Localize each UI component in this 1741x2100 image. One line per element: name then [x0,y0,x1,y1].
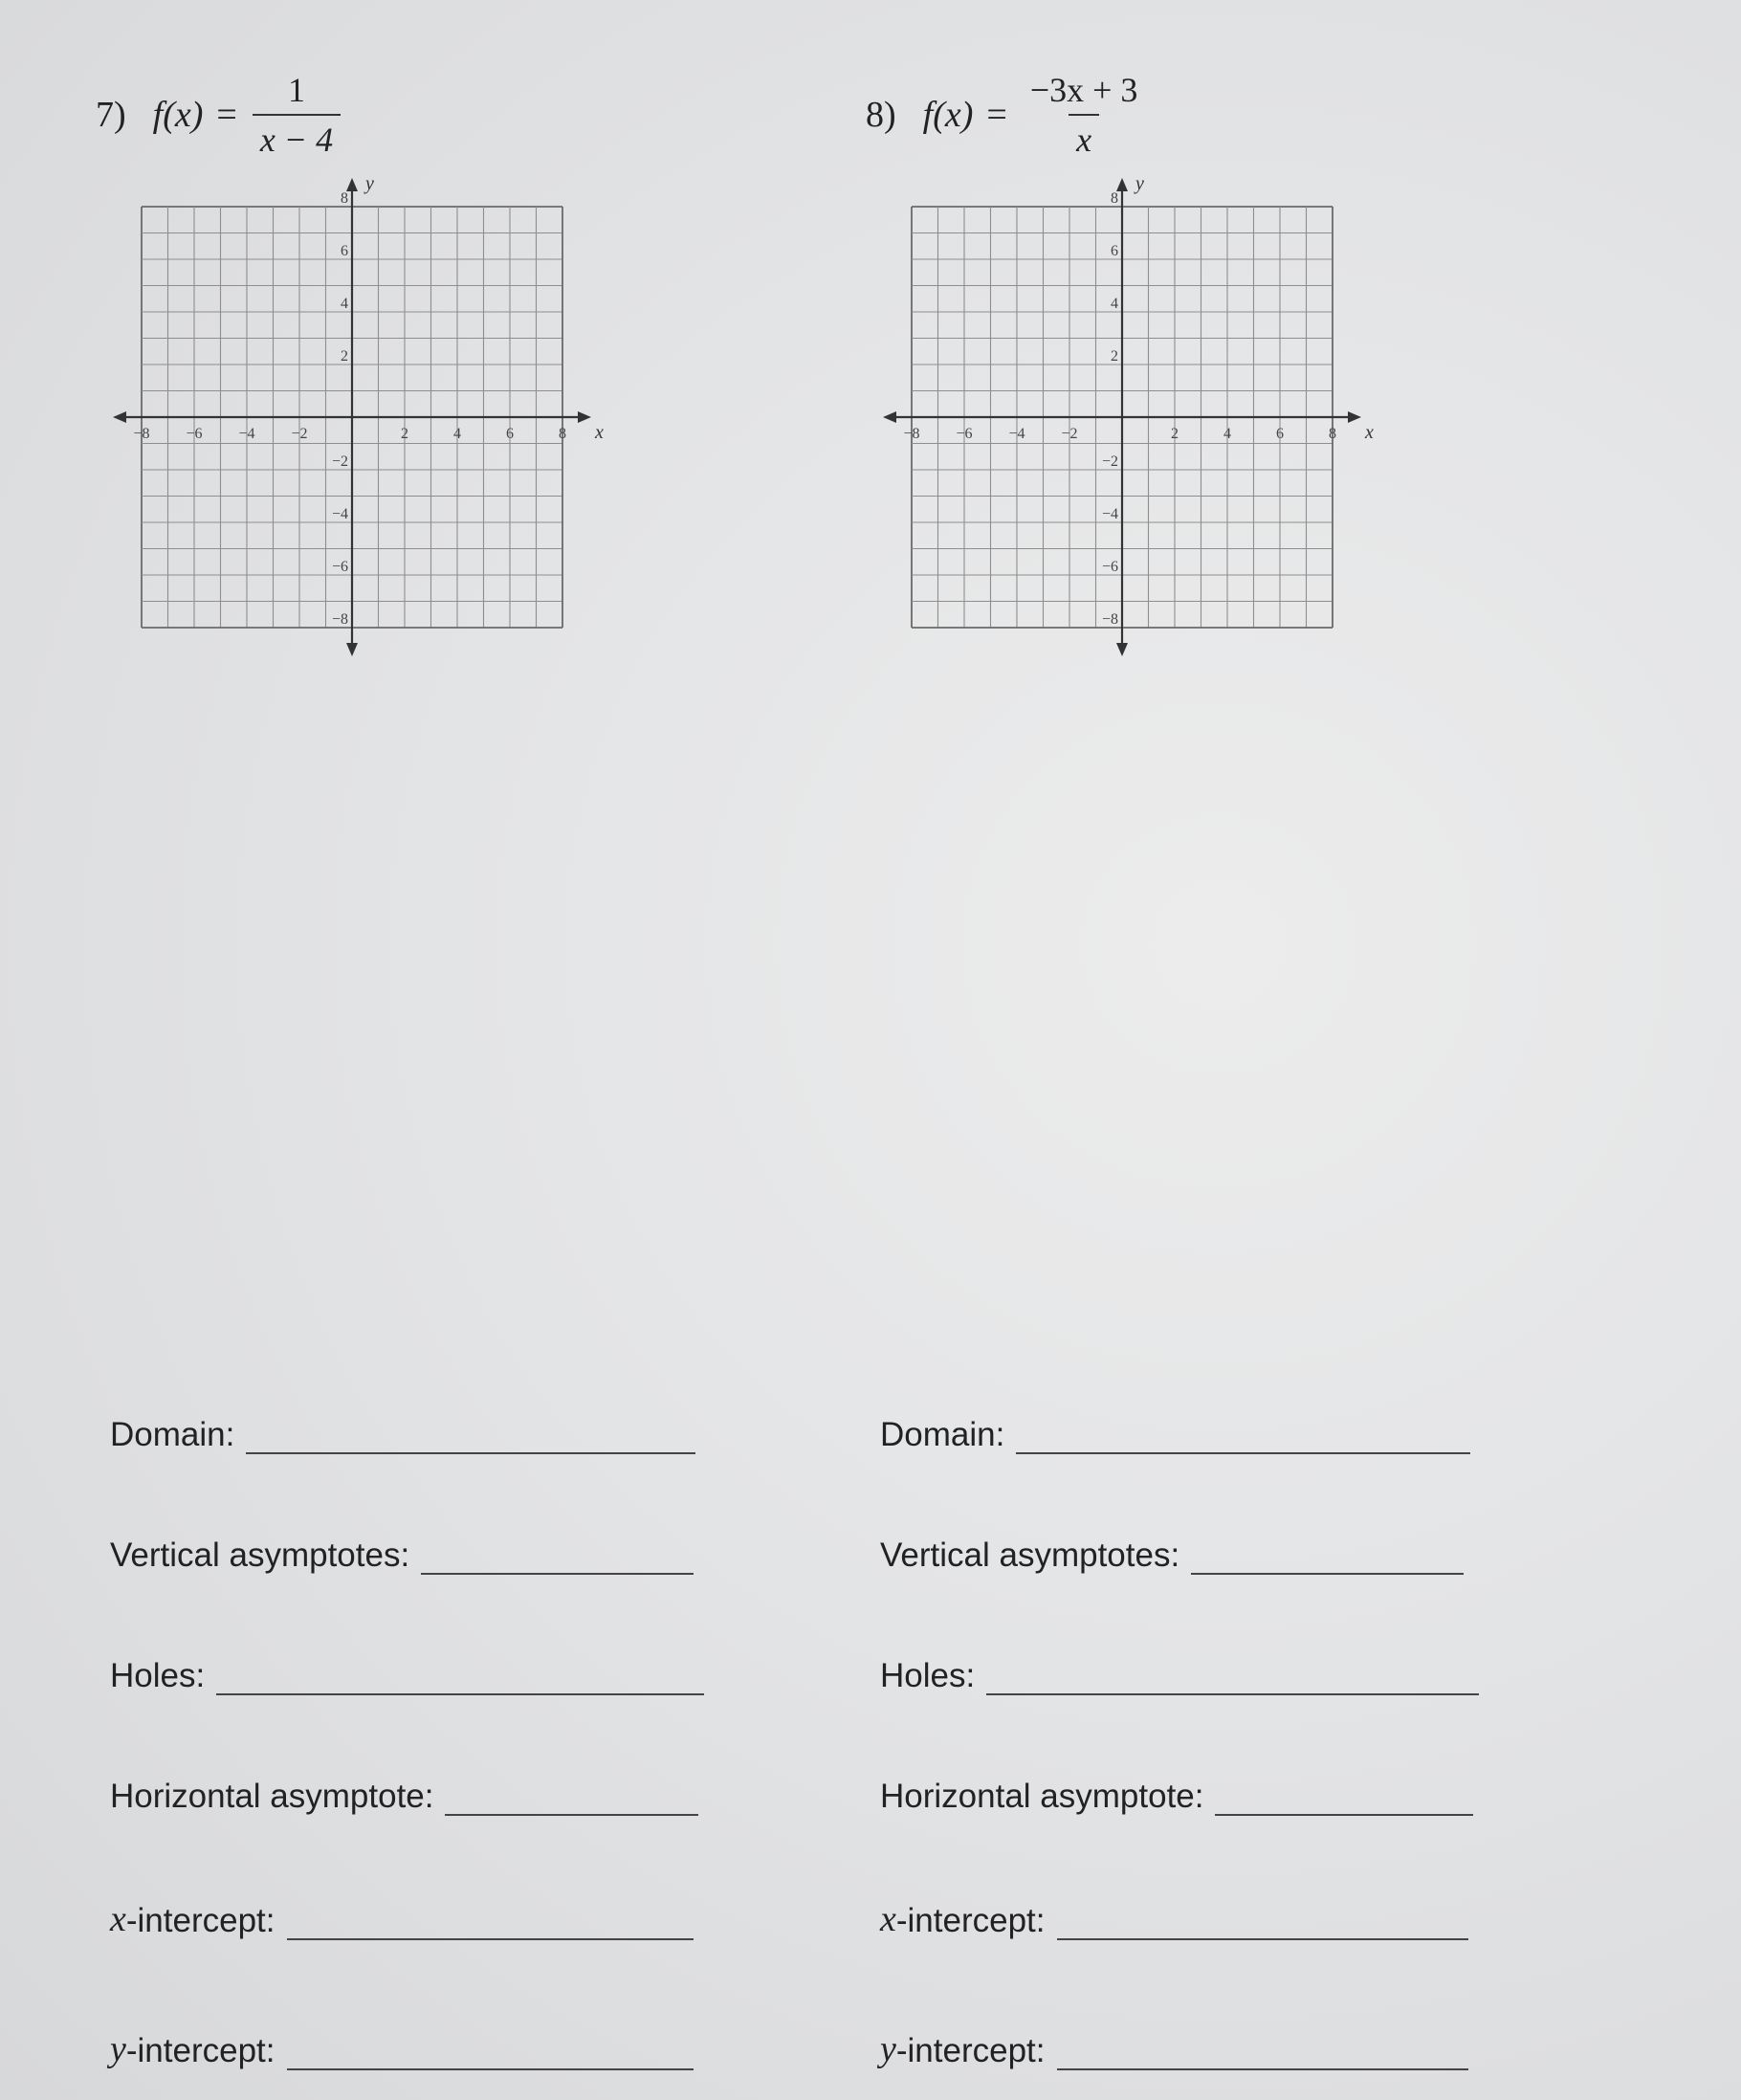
y-tick-label: 4 [1111,296,1118,312]
x-tick-label: −4 [1008,426,1025,442]
vertical-asymptotes-field [880,1536,1464,1575]
horizontal-asymptote-answer-blank[interactable] [445,1781,698,1816]
y-tick-label: 8 [341,190,348,207]
horizontal-asymptote-label: Horizontal asymptote: [110,1778,434,1815]
x-tick-label: 2 [1171,426,1179,442]
horizontal-asymptote-answer-blank[interactable] [1215,1781,1473,1816]
y-tick-label: −2 [1101,453,1118,470]
x-tick-label: 8 [1329,426,1336,442]
holes-answer-blank[interactable] [216,1661,704,1695]
holes-field [110,1657,704,1695]
holes-answer-blank[interactable] [986,1661,1479,1695]
y-tick-label: 8 [1111,190,1118,207]
y-axis-arrow-up [1116,178,1128,191]
x-tick-label: −8 [903,426,920,442]
x-axis-label: x [595,422,604,443]
x-intercept-label: -intercept: [895,1902,1046,1939]
problem-header [866,67,1145,163]
horizontal-asymptote-field [880,1778,1473,1816]
x-tick-label: 6 [1276,426,1284,442]
y-axis-arrow-down [1116,643,1128,656]
coordinate-grid[interactable] [96,172,604,651]
domain-label: Domain: [880,1416,1005,1453]
x-variable: x [110,1899,126,1939]
vertical-asymptotes-answer-blank[interactable] [421,1540,694,1575]
denominator: x [1069,114,1099,160]
y-variable: y [110,2029,126,2069]
y-axis-label: y [1135,173,1144,194]
y-tick-label: 6 [341,243,348,259]
horizontal-asymptote-label: Horizontal asymptote: [880,1778,1204,1815]
problem-number: 8) [866,95,896,135]
x-tick-label: 4 [453,426,461,442]
y-tick-label: −6 [1101,559,1118,575]
x-axis-label: x [1365,422,1374,443]
y-tick-label: −8 [1101,611,1118,628]
y-tick-label: 6 [1111,243,1118,259]
x-intercept-label: -intercept: [125,1902,275,1939]
coordinate-grid[interactable] [866,172,1374,651]
domain-field [880,1416,1470,1454]
y-tick-label: 2 [1111,348,1118,365]
domain-answer-blank[interactable] [1016,1420,1470,1454]
x-tick-label: 6 [506,426,514,442]
holes-field [880,1657,1479,1695]
y-tick-label: −8 [331,611,348,628]
x-tick-label: −2 [291,426,308,442]
vertical-asymptotes-field [110,1536,694,1575]
problem-8 [866,0,1669,2100]
x-tick-label: −6 [956,426,973,442]
vertical-asymptotes-label: Vertical asymptotes: [110,1536,410,1574]
y-tick-label: −4 [1101,506,1118,522]
y-intercept-label: -intercept: [125,2032,275,2069]
y-variable: y [880,2029,896,2069]
fraction [253,70,341,160]
numerator: 1 [287,71,305,109]
function-name: f(x) [922,95,974,135]
numerator: −3x + 3 [1029,71,1138,109]
x-axis-arrow-left [113,411,126,423]
x-tick-label: 2 [401,426,408,442]
vertical-asymptotes-label: Vertical asymptotes: [880,1536,1180,1574]
y-intercept-field [110,2028,694,2070]
x-tick-label: −8 [133,426,150,442]
holes-label: Holes: [110,1657,206,1694]
fraction [1023,70,1146,160]
horizontal-asymptote-field [110,1778,698,1816]
x-axis-arrow-right [1348,411,1361,423]
problem-7 [96,0,899,2100]
x-tick-label: 4 [1223,426,1231,442]
holes-label: Holes: [880,1657,976,1694]
x-tick-label: −6 [186,426,203,442]
x-axis-arrow-right [578,411,591,423]
x-tick-label: −4 [238,426,255,442]
x-variable: x [880,1899,896,1939]
x-intercept-field [880,1898,1468,1940]
x-intercept-answer-blank[interactable] [1057,1906,1468,1940]
x-intercept-answer-blank[interactable] [287,1906,694,1940]
y-intercept-answer-blank[interactable] [1057,2036,1468,2070]
x-tick-label: 8 [559,426,566,442]
y-intercept-answer-blank[interactable] [287,2036,694,2070]
y-tick-label: −6 [331,559,348,575]
equals-sign: = [986,95,1007,135]
domain-field [110,1416,695,1454]
x-tick-label: −2 [1061,426,1078,442]
function-name: f(x) [152,95,204,135]
domain-answer-blank[interactable] [246,1420,695,1454]
equals-sign: = [216,95,237,135]
y-tick-label: 2 [341,348,348,365]
vertical-asymptotes-answer-blank[interactable] [1191,1540,1464,1575]
x-intercept-field [110,1898,694,1940]
y-axis-label: y [365,173,374,194]
y-tick-label: −2 [331,453,348,470]
problem-header [96,67,341,163]
y-intercept-label: -intercept: [895,2032,1046,2069]
x-axis-arrow-left [883,411,896,423]
y-tick-label: 4 [341,296,348,312]
y-axis-arrow-up [346,178,358,191]
y-tick-label: −4 [331,506,348,522]
y-intercept-field [880,2028,1468,2070]
denominator: x − 4 [253,114,341,160]
y-axis-arrow-down [346,643,358,656]
domain-label: Domain: [110,1416,235,1453]
problem-number: 7) [96,95,126,135]
